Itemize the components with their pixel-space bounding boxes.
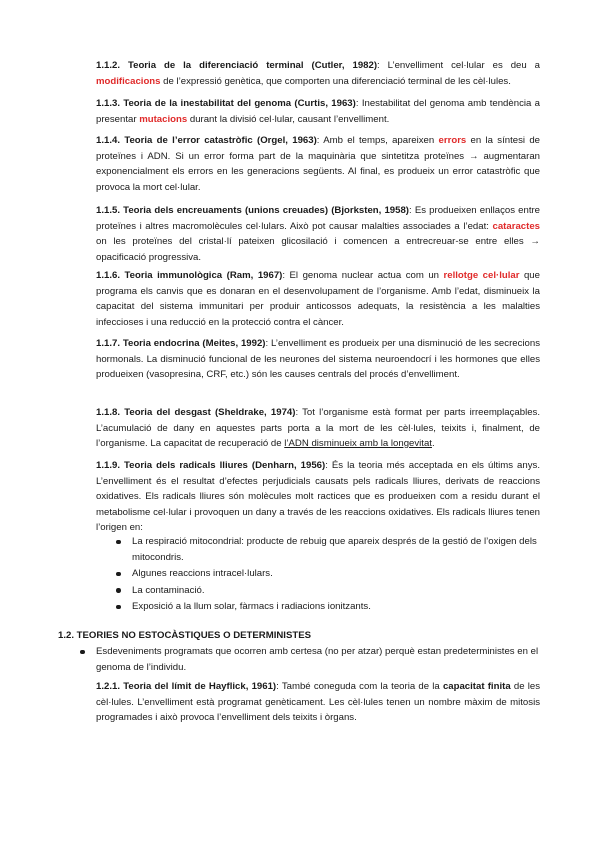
radicals-origin-list <box>132 534 540 615</box>
section-text: : Tot l’organisme està format per parts irreemplaçables. L’acumulació de dany en aquestes parts porta a la mort de les cèl·lules, teixits i, finalment, de l’organisme. La capacitat de recuperació de <box>96 407 541 449</box>
section-title: Teoria del desgast (Sheldrake, 1974) <box>124 407 296 418</box>
section-title: Teoria endocrina (Meites, 1992) <box>122 338 266 349</box>
section-text: on les proteïnes del cristal·lí pateixen glicosilació i comencen a entrecreuar-se entre elles → opacificació progressiva. <box>96 236 540 263</box>
list-item: Esdeveniments programats que ocorren amb certesa (no per atzar) perquè estan predeterministes en el genoma de l’individu. <box>96 644 540 675</box>
section-number: 1.1.7. <box>96 338 121 349</box>
section-text: que programa els canvis que es donaran en el desenvolupament de l’organisme. Amb l’edat, disminueix la capacitat del sistema immunitari per produir anticossos adequats, la resistència a les malalties infeccioses i una reducció en la protecció contra el càncer. <box>96 270 540 328</box>
section-1-1-8 <box>96 405 540 452</box>
section-text: : És la teoria més acceptada en els últims anys. L’envelliment és el resultat d’efectes perjudicials causats pels radicals lliures, derivats de reaccions oxidatives. Els radicals lliures són molècules molt ractices que es produeixen com a residu durant el metabolisme cel·lular i provoquen un dany a través de les reaccions oxidatives. Els radicals lliures tenen l’origen en: <box>96 460 540 533</box>
section-title: Teoria del límit de Hayflick, 1961) <box>123 681 277 692</box>
highlight-term: mutacions <box>139 113 188 125</box>
bullet-icon <box>80 650 85 655</box>
highlight-term: rellotge cel·lular <box>443 270 520 281</box>
highlight-term: cataractes <box>492 220 540 232</box>
section-1-1-4 <box>96 133 540 195</box>
highlight-term: modificacions <box>96 75 161 87</box>
section-title: Teoria immunològica (Ram, 1967) <box>124 270 283 281</box>
section-1-1-9 <box>96 458 540 536</box>
section-number: 1.1.5. <box>96 205 121 216</box>
section-text: en la síntesi de proteïnes i ADN. Si un error forma part de la maquinària que sintetitza proteïnes → augmentaran exponencialment els errors en les generacions següents. Al final, es produeix un error catastròfic que provoca la mort cel·lular. <box>96 135 540 193</box>
bullet-icon <box>116 588 121 593</box>
section-heading-1-2: 1.2. TEORIES NO ESTOCÀSTIQUES O DETERMINISTES <box>58 630 312 641</box>
section-1-1-7 <box>96 336 540 383</box>
section-number: 1.2.1. <box>96 681 121 692</box>
bullet-icon <box>116 605 121 610</box>
section-1-1-5 <box>96 203 540 265</box>
section-1-2-1 <box>96 679 540 726</box>
section-text: . <box>431 438 435 449</box>
section-title: Teoria dels encreuaments (unions creuades) (Bjorksten, 1958) <box>123 205 410 216</box>
list-item: Algunes reaccions intracel·lulars. <box>132 566 540 582</box>
highlight-term: errors <box>438 135 467 146</box>
section-text: de l’expressió genètica, que comporten una diferenciació terminal de les cèl·lules. <box>160 75 511 87</box>
bullet-icon <box>116 572 121 577</box>
section-number: 1.1.4. <box>96 135 121 146</box>
section-1-1-2 <box>96 58 540 89</box>
section-number: 1.1.2. <box>96 60 121 71</box>
section-text: : L’envelliment cel·lular es deu a <box>377 60 540 71</box>
section-text: : Amb el temps, apareixen <box>316 135 439 146</box>
deterministic-list <box>96 644 540 675</box>
section-text: durant la divisió cel·lular, causant l’envelliment. <box>187 113 390 125</box>
list-item: La contaminació. <box>132 583 540 599</box>
list-item: Exposició a la llum solar, fàrmacs i radiacions ionitzants. <box>132 599 540 615</box>
bullet-icon <box>116 540 121 545</box>
underlined-phrase: l’ADN disminueix amb la longevitat <box>284 438 432 449</box>
section-number: 1.1.9. <box>96 460 121 471</box>
section-1-1-3 <box>96 96 540 127</box>
section-text: : Es produeixen enllaços entre proteïnes i altres macromolècules cel·lulars. Això pot causar malalties associades a l’edat: <box>96 205 541 232</box>
section-number: 1.1.3. <box>96 98 121 109</box>
section-title: Teoria dels radicals lliures (Denharn, 1956) <box>124 460 326 471</box>
section-1-1-6 <box>96 268 540 330</box>
section-text: : Inestabilitat del genoma amb tendència a presentar <box>96 98 540 125</box>
section-text: : L’envelliment es produeix per una disminució de les secrecions hormonals. La disminució funcional de les neurones del sistema neuroendocrí i les hormones que elles produeixen (vasopresina, CRF, etc.) són les causes centrals del procés d’envelliment. <box>96 338 540 380</box>
section-title: Teoria de l’error catastròfic (Orgel, 1963) <box>124 135 317 146</box>
bold-term: capacitat finita <box>442 681 511 692</box>
section-text: de les cèl·lules. L’envelliment està programat genèticament. Les cèl·lules tenen un nombre màxim de mitosis programades i això provoca l’envelliment dels teixits i òrgans. <box>96 681 541 723</box>
section-number: 1.1.6. <box>96 270 121 281</box>
list-item: La respiració mitocondrial: producte de rebuig que apareix després de la gestió de l’oxigen dels mitocondris. <box>132 534 540 565</box>
section-title: Teoria de la diferenciació terminal (Cutler, 1982) <box>127 60 378 71</box>
section-text: : També coneguda com la teoria de la <box>276 681 443 692</box>
section-title: Teoria de la inestabilitat del genoma (Curtis, 1963) <box>123 98 356 109</box>
section-text: : El genoma nuclear actua com un <box>282 270 444 281</box>
section-number: 1.1.8. <box>96 407 121 418</box>
